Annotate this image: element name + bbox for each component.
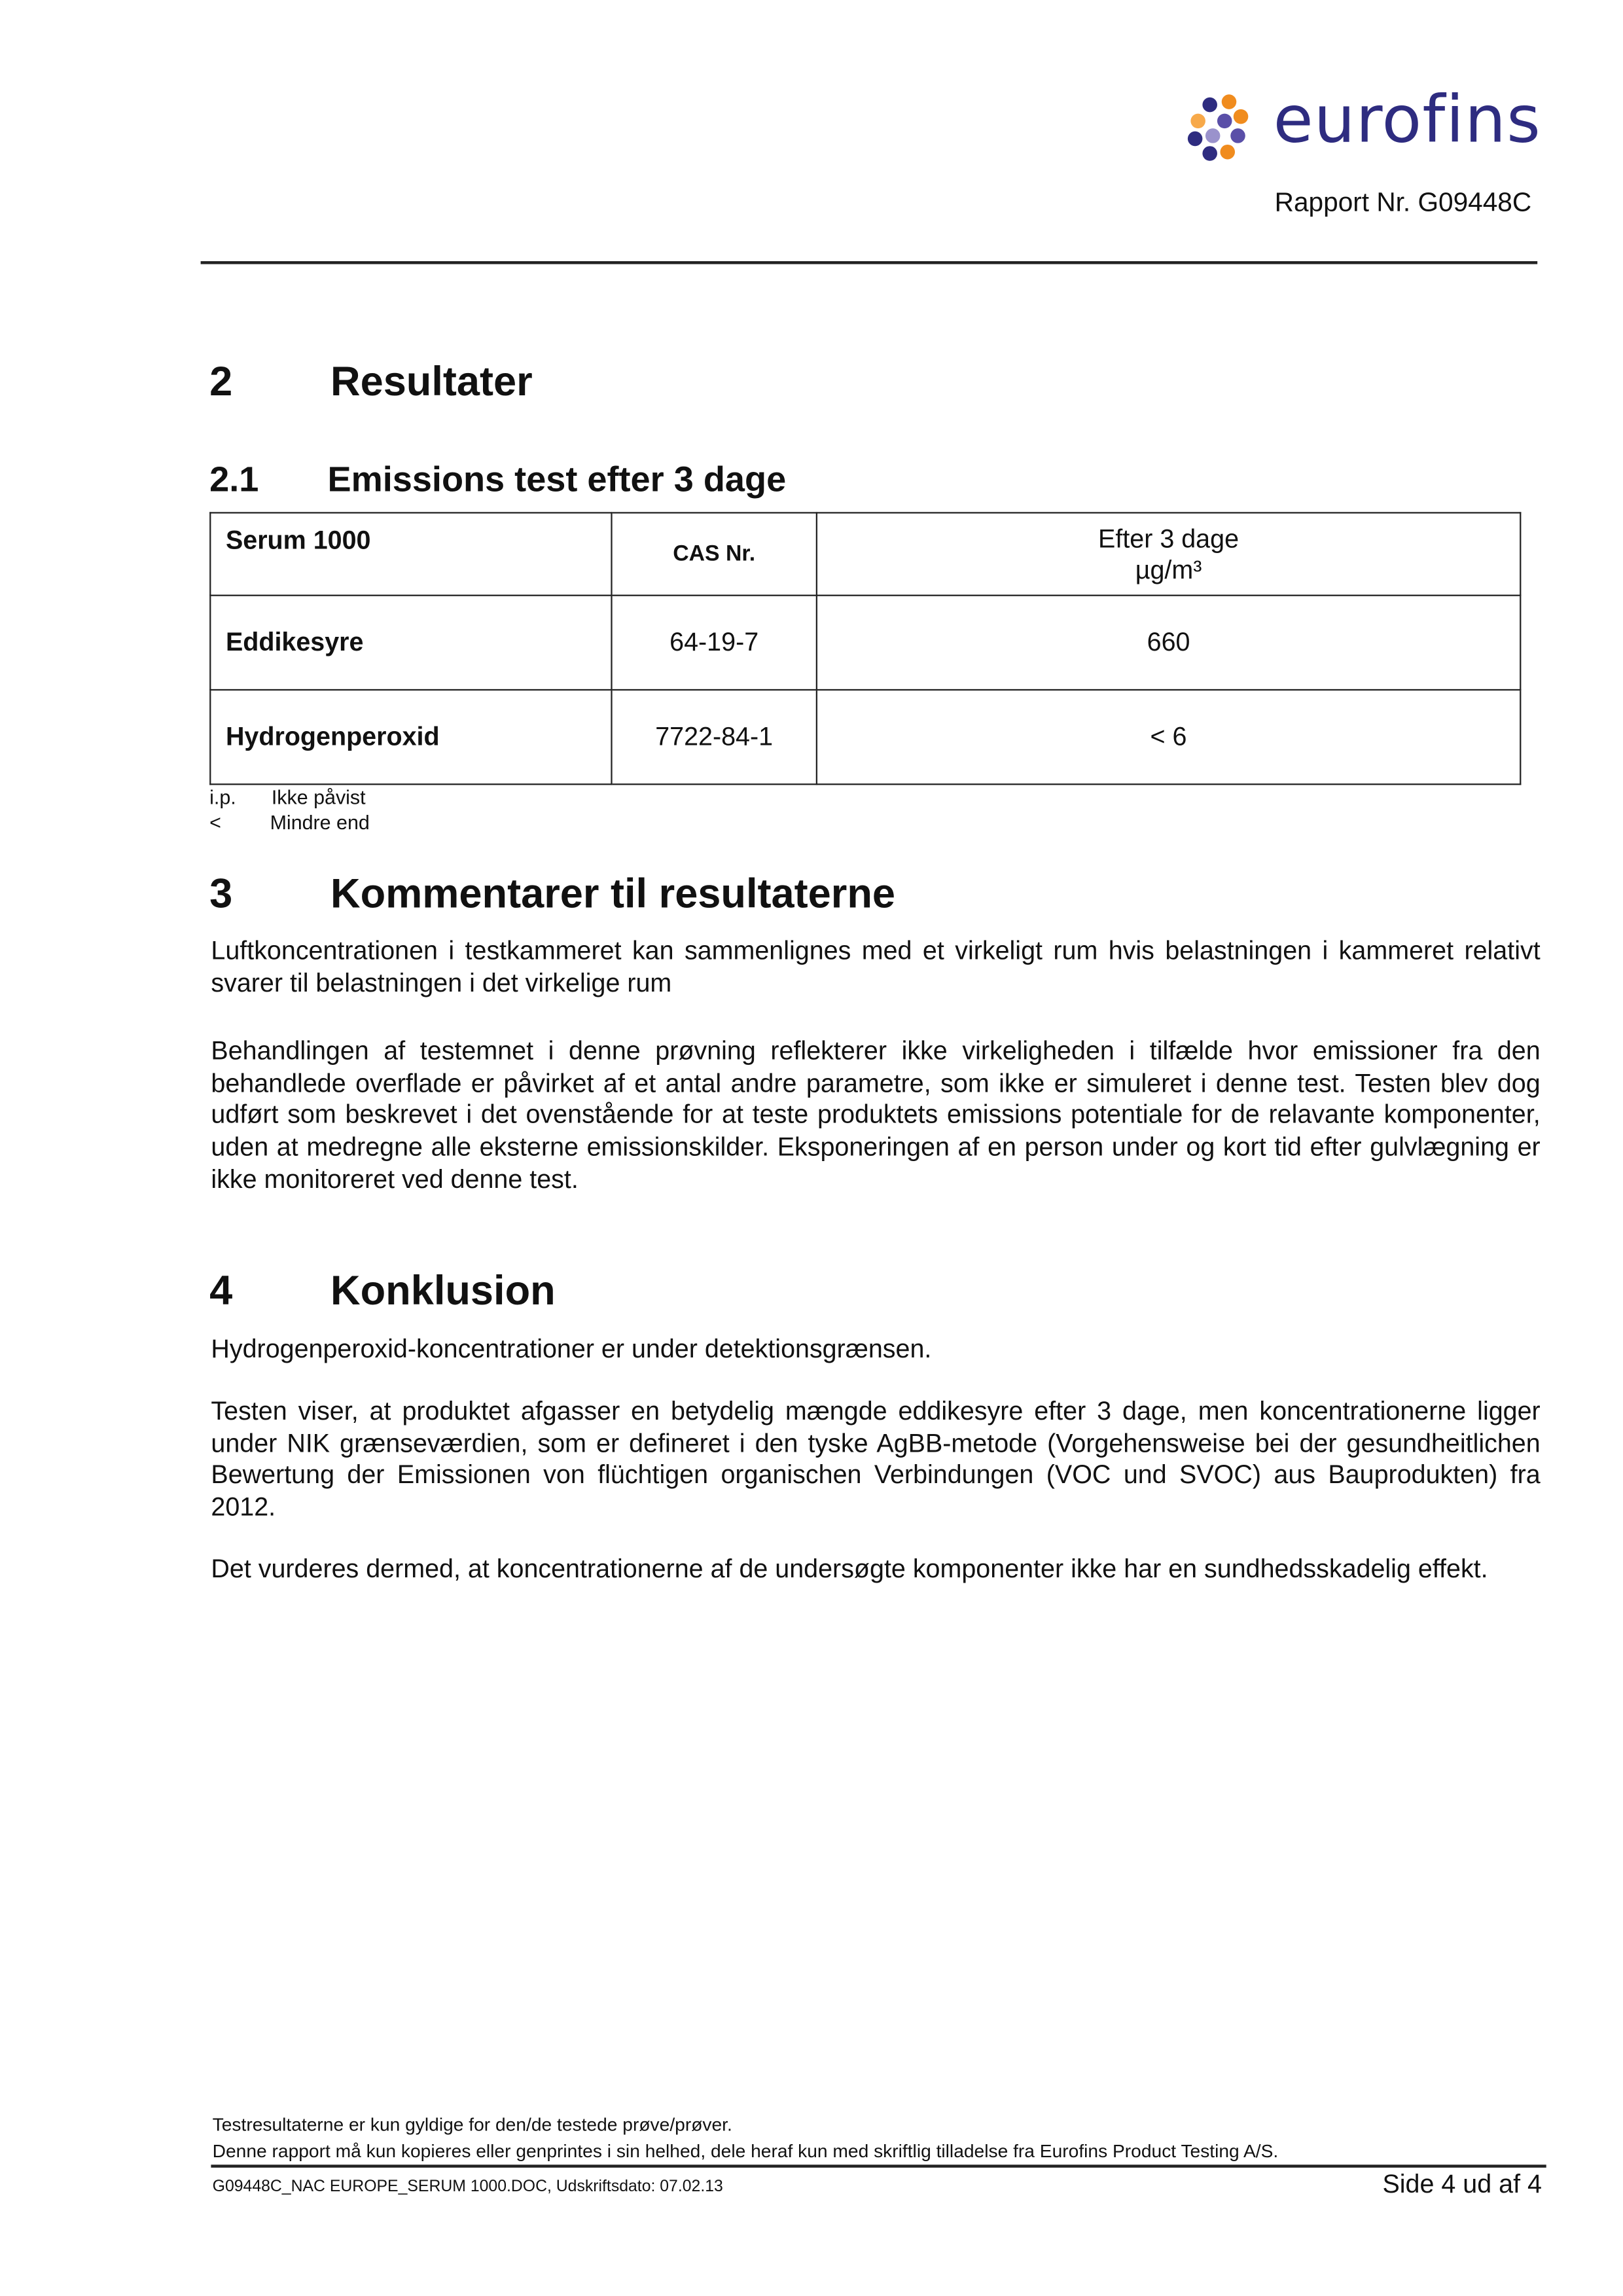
section-4-heading bbox=[209, 1268, 1242, 1318]
substance-cell: Eddikesyre bbox=[210, 596, 611, 690]
section-number: 3 bbox=[209, 870, 233, 917]
note-less-than bbox=[209, 811, 370, 834]
section-4-paragraph: Det vurderes dermed, at koncentrationerne af de undersøgte komponenter ikke har en sundhedsskadelig effekt. bbox=[211, 1553, 1488, 1584]
header-cas: CAS Nr. bbox=[611, 512, 816, 595]
section-title: Emissions test efter 3 dage bbox=[327, 460, 787, 501]
header-product: Serum 1000 bbox=[210, 512, 611, 595]
note-text: Mindre end bbox=[270, 811, 370, 834]
eurofins-dots-icon bbox=[1185, 92, 1261, 168]
section-4-paragraph: Hydrogenperoxid-koncentrationer er under detektionsgrænsen. bbox=[211, 1334, 932, 1364]
cas-cell: 64-19-7 bbox=[611, 596, 816, 690]
cas-cell: 7722-84-1 bbox=[611, 690, 816, 784]
substance-cell: Hydrogenperoxid bbox=[210, 690, 611, 784]
section-4-paragraph: Testen viser, at produktet afgasser en betydelig mængde eddikesyre efter 3 dage, men koncentrationerne ligger under NIK grænseværdien, som er defineret i den tyske AgBB-metode (Vorgehensweise bei der gesundheitlichen Bewertung der Emissionen von flüchtigen organischen Verbindungen (VOC und SVOC) aus Bauprodukten) fra 2012. bbox=[211, 1395, 1541, 1522]
results-table bbox=[209, 512, 1521, 785]
note-text: Ikke påvist bbox=[271, 786, 366, 809]
section-number: 4 bbox=[209, 1267, 233, 1314]
section-title: Kommentarer til resultaterne bbox=[330, 870, 896, 917]
section-title: Konklusion bbox=[330, 1267, 556, 1314]
section-3-paragraph: Behandlingen af testemnet i denne prøvning reflekterer ikke virkeligheden i tilfælde hvor emissioner fra den behandlede overflade er påvirket af et antal andre parametre, som ikke er simuleret i denne test. Testen blev dog udført som beskrevet i det ovenstående for at teste produktets emissions potentiale for de relavante komponenter, uden at medregne alle eksterne emissionskilder. Eksponeringen af en person under og kort tid efter gulvlægning er ikke monitoreret ved denne test. bbox=[211, 1035, 1541, 1194]
header-result bbox=[817, 512, 1520, 595]
section-2-heading bbox=[209, 359, 1095, 409]
section-title: Resultater bbox=[330, 358, 533, 404]
note-abbr: < bbox=[209, 811, 221, 834]
eurofins-logo bbox=[1185, 82, 1541, 168]
note-abbr: i.p. bbox=[209, 786, 236, 809]
footer-doc-info: G09448C_NAC EUROPE_SERUM 1000.DOC, Udskriftsdato: 07.02.13 bbox=[212, 2178, 723, 2196]
header-divider bbox=[201, 261, 1538, 264]
section-number: 2 bbox=[209, 358, 233, 404]
footer-divider bbox=[211, 2164, 1546, 2168]
footer-copy-note: Denne rapport må kun kopieres eller genprintes i sin helhed, dele heraf kun med skriftlig tilladelse fra Eurofins Product Testing A/S. bbox=[212, 2141, 1279, 2162]
note-ip bbox=[209, 786, 366, 809]
table-header-row bbox=[210, 512, 1520, 595]
table-row bbox=[210, 690, 1520, 784]
table-row bbox=[210, 596, 1520, 690]
section-3-heading bbox=[209, 870, 1242, 921]
header-unit: µg/m³ bbox=[1135, 554, 1202, 584]
value-cell: 660 bbox=[817, 596, 1520, 690]
section-2-1-heading bbox=[209, 460, 1095, 505]
value-cell: < 6 bbox=[817, 690, 1520, 784]
logo-text: eurofins bbox=[1273, 82, 1541, 158]
section-3-paragraph: Luftkoncentrationen i testkammeret kan sammenlignes med et virkeligt rum hvis belastningen i kammeret relativt svarer til belastningen i det virkelige rum bbox=[211, 935, 1541, 997]
section-number: 2.1 bbox=[209, 460, 259, 501]
header-result-label: Efter 3 dage bbox=[1098, 523, 1240, 553]
page-number: Side 4 ud af 4 bbox=[1382, 2169, 1542, 2199]
footer-validity-note: Testresultaterne er kun gyldige for den/de testede prøve/prøver. bbox=[212, 2114, 732, 2136]
report-number: Rapport Nr. G09448C bbox=[1274, 187, 1532, 217]
